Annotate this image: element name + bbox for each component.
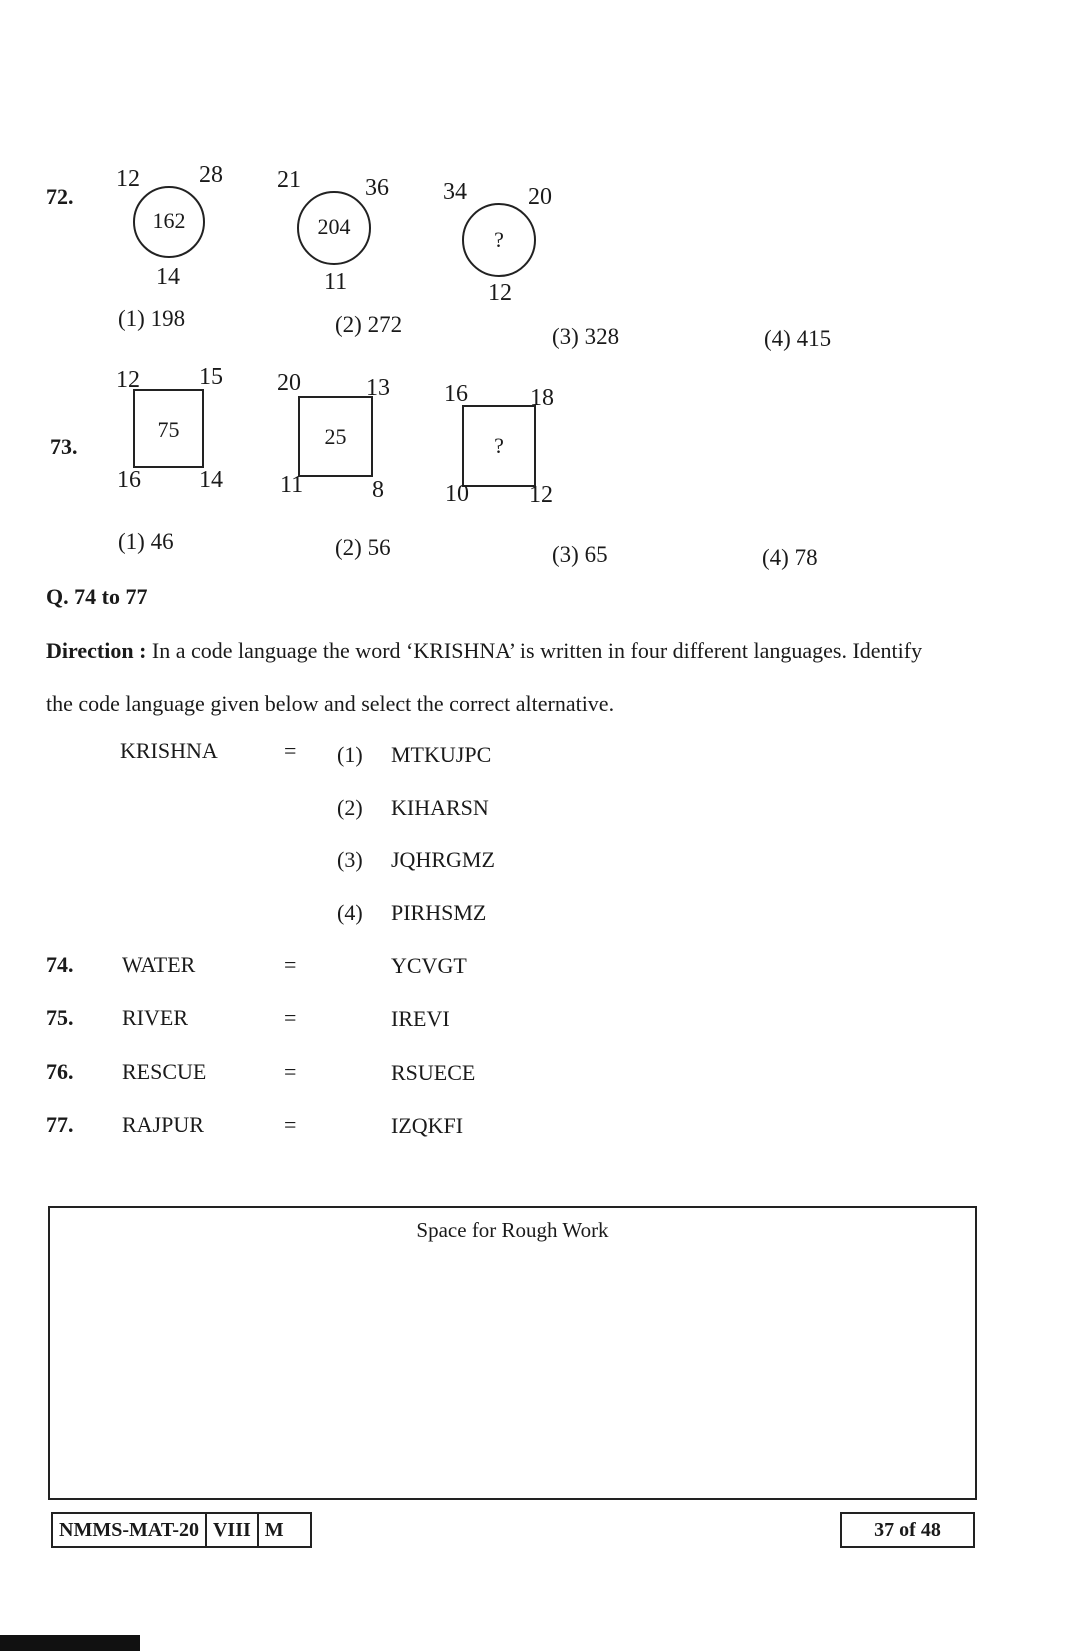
figure-number: 28 (199, 162, 223, 188)
page-number: 37 of 48 (874, 1518, 941, 1541)
equals-sign: = (284, 952, 297, 977)
figure-number: 14 (156, 264, 180, 290)
option-1[interactable]: (1) 198 (118, 306, 186, 331)
figure-number: 16 (117, 467, 141, 493)
figure-number: 15 (199, 364, 223, 390)
option-4[interactable]: (4) 415 (764, 326, 832, 351)
question-number-74: 74. (46, 952, 74, 977)
figure-square (133, 389, 204, 468)
option-4[interactable]: (4) 78 (762, 545, 818, 570)
square-center-value: 75 (157, 417, 180, 442)
question-code: RSUECE (391, 1060, 476, 1085)
equals-sign: = (284, 1112, 297, 1137)
figure-number: 10 (445, 481, 469, 507)
direction-label: Direction : (46, 638, 147, 663)
square-center-value: ? (494, 433, 504, 458)
figure-number: 11 (280, 472, 304, 498)
figure-number: 12 (488, 280, 512, 306)
figure-number: 18 (530, 385, 554, 411)
question-code: IREVI (391, 1006, 450, 1031)
paper-code-box (51, 1512, 312, 1548)
figure-number: 11 (324, 269, 348, 295)
question-code: YCVGT (391, 953, 467, 978)
question-number-75: 75. (46, 1005, 74, 1030)
class-label: VIII (205, 1514, 257, 1546)
figure-number: 8 (372, 477, 384, 503)
page-number-box (840, 1512, 975, 1548)
circle-center-value: 162 (152, 208, 186, 233)
rough-work-label: Space for Rough Work (416, 1218, 609, 1242)
code-label-4: (4) (337, 900, 363, 925)
question-number-72: 72. (46, 184, 74, 209)
code-option-2: KIHARSN (391, 795, 489, 820)
figure-number: 21 (277, 167, 301, 193)
figure-square (462, 405, 536, 487)
scan-edge (0, 1635, 140, 1651)
equals-sign: = (284, 1005, 297, 1030)
direction-text (46, 638, 922, 664)
equals-sign: = (284, 738, 297, 763)
question-number-77: 77. (46, 1112, 74, 1137)
square-center-value: 25 (324, 424, 347, 449)
code-label-3: (3) (337, 847, 363, 872)
option-3[interactable]: (3) 328 (552, 324, 620, 349)
option-2[interactable]: (2) 272 (335, 312, 403, 337)
figure-number: 13 (366, 375, 390, 401)
option-2[interactable]: (2) 56 (335, 535, 391, 560)
question-number-73: 73. (50, 434, 78, 459)
option-3[interactable]: (3) 65 (552, 542, 608, 567)
question-word: RAJPUR (122, 1112, 204, 1137)
figure-circle (462, 203, 536, 277)
figure-number: 36 (365, 175, 389, 201)
figure-number: 14 (199, 467, 223, 493)
circle-center-value: 204 (317, 214, 351, 239)
code-option-3: JQHRGMZ (391, 847, 495, 872)
direction-line-1: In a code language the word ‘KRISHNA’ is written in four different languages. Identify (146, 638, 923, 663)
figure-number: 12 (116, 367, 140, 393)
question-code: IZQKFI (391, 1113, 464, 1138)
figure-square (298, 396, 373, 477)
section-heading: Q. 74 to 77 (46, 584, 148, 609)
figure-number: 20 (277, 370, 301, 396)
question-word: RESCUE (122, 1059, 207, 1084)
circle-center-value: ? (494, 227, 504, 252)
question-word: WATER (122, 952, 196, 977)
code-option-4: PIRHSMZ (391, 900, 487, 925)
direction-line-2: the code language given below and select the correct alternative. (46, 691, 615, 716)
paper-code: NMMS-MAT-20 (59, 1518, 199, 1541)
code-label-2: (2) (337, 795, 363, 820)
medium-label: M (257, 1514, 310, 1546)
figure-number: 16 (444, 381, 468, 407)
rough-work-box (48, 1206, 977, 1500)
figure-circle (297, 191, 371, 265)
figure-circle (133, 186, 205, 258)
figure-number: 34 (443, 179, 467, 205)
equals-sign: = (284, 1059, 297, 1084)
code-option-1: MTKUJPC (391, 742, 492, 767)
code-label-1: (1) (337, 742, 363, 767)
figure-number: 12 (529, 482, 553, 508)
figure-number: 20 (528, 184, 552, 210)
key-word: KRISHNA (120, 738, 218, 763)
question-number-76: 76. (46, 1059, 74, 1084)
option-1[interactable]: (1) 46 (118, 529, 174, 554)
figure-number: 12 (116, 166, 140, 192)
question-word: RIVER (122, 1005, 188, 1030)
